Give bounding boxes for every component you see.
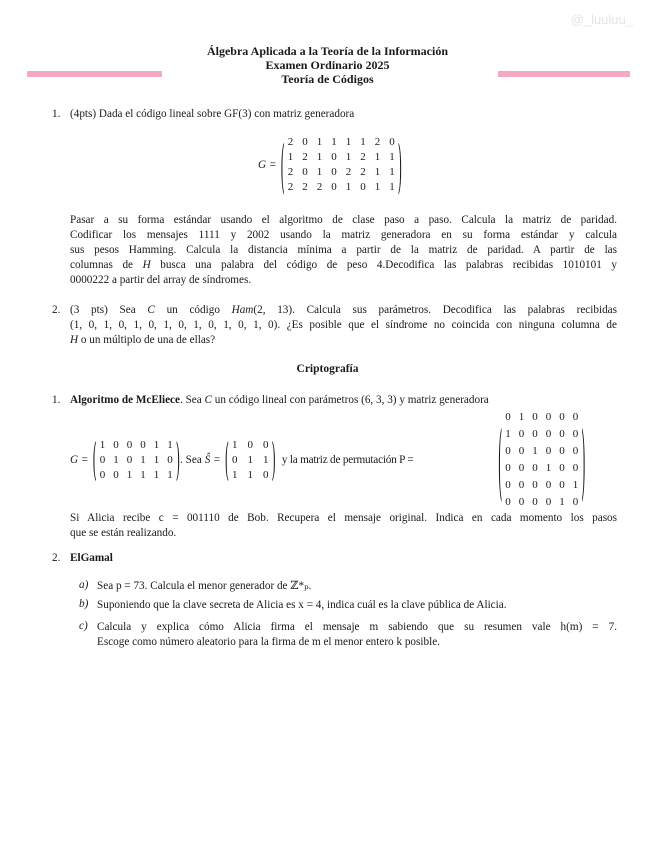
q2-line <box>70 303 617 318</box>
right-paren: ) <box>581 411 586 509</box>
matrix-entry: 1 <box>345 181 352 193</box>
q1-body <box>70 213 617 288</box>
matrix-entry: 0 <box>559 462 565 474</box>
matrix-entry: 0 <box>263 468 269 481</box>
matrix-entry: 0 <box>99 468 106 481</box>
q2-H: H <box>70 334 79 346</box>
mceliece-title: Algoritmo de McEliece <box>70 394 180 406</box>
q1-matrix <box>280 131 403 199</box>
matrix-entry: 1 <box>331 136 337 148</box>
matrix-entry: 1 <box>345 136 352 148</box>
crypto-q1-line: que se están realizando. <box>70 527 177 539</box>
matrix-entry: 0 <box>232 453 238 466</box>
course-title: Álgebra Aplicada a la Teoría de la Información <box>206 44 448 58</box>
matrix-entry: 0 <box>572 462 579 474</box>
right-paren: ) <box>271 434 276 486</box>
q2-C: C <box>147 304 155 316</box>
part-c-text <box>97 620 617 650</box>
matrix-entry: 0 <box>572 445 579 457</box>
crypto-q1-text: . Sea <box>179 394 205 406</box>
q2-text: (3 pts) Sea <box>70 304 148 316</box>
matrix-entry: 1 <box>126 468 133 481</box>
matrix-entry: 0 <box>545 428 552 440</box>
matrix-entry: 1 <box>389 166 395 178</box>
part-c-line: Calcula y explica cómo Alicia firma el mensaje m sabiendo que su resumen vale h(m) = 7. <box>97 621 617 633</box>
left-paren: ( <box>92 434 97 486</box>
G-matrix <box>92 434 181 486</box>
G-matrix-grid <box>97 438 176 483</box>
matrix-entry: 1 <box>153 438 160 451</box>
matrix-entry: 1 <box>360 136 366 148</box>
matrix-entry: 2 <box>287 166 294 178</box>
matrix-entry: 1 <box>287 151 294 163</box>
q2-line: (1, 0, 1, 0, 1, 0, 1, 0, 1, 0, 1, 0, 1, 0). ¿Es posible que el síndrome no coincida con ninguna columna de <box>70 319 617 331</box>
q1-line: 0000222 a partir del array de síndromes. <box>70 274 252 286</box>
matrix-entry: 0 <box>559 411 565 423</box>
right-paren: ) <box>397 131 403 199</box>
crypto-q2-number: 2. <box>52 552 61 564</box>
matrix-entry: 0 <box>505 496 511 508</box>
matrix-entry: 2 <box>360 151 366 163</box>
matrix-entry: 0 <box>113 438 119 451</box>
part-b-text: Suponiendo que la clave secreta de Alicia es x = 4, indica cuál es la clave pública de Alicia. <box>97 599 507 611</box>
P-label: y la matriz de permutación P = <box>281 454 414 466</box>
matrix-entry: 1 <box>263 453 269 466</box>
matrix-entry: 0 <box>532 428 538 440</box>
matrix-entry: 0 <box>518 462 525 474</box>
matrix-entry: 2 <box>360 166 366 178</box>
matrix-entry: 0 <box>331 166 337 178</box>
crypto-q1-C: C <box>204 394 212 406</box>
matrix-entry: 0 <box>559 445 565 457</box>
matrix-entry: 1 <box>572 479 579 491</box>
matrix-entry: 1 <box>167 468 173 481</box>
matrix-entry: 1 <box>374 181 381 193</box>
matrix-entry: 2 <box>302 181 308 193</box>
matrix-entry: 0 <box>247 438 254 451</box>
matrix-entry: 0 <box>302 136 308 148</box>
matrix-entry: 0 <box>545 496 552 508</box>
matrix-entry: 0 <box>532 496 538 508</box>
q1-number: 1. <box>52 108 61 120</box>
matrix-entry: 1 <box>140 453 146 466</box>
matrix-entry: 1 <box>532 445 538 457</box>
matrix-entry: 0 <box>505 411 511 423</box>
matrix-entry: 1 <box>247 453 254 466</box>
matrix-entry: 0 <box>113 468 119 481</box>
watermark: @_luuluu_ <box>570 12 633 27</box>
P-matrix <box>498 409 586 511</box>
q1-line: sus pesos Hamming. Calcula la distancia mínima a partir de la matriz de paridad. A partir de las <box>70 244 617 256</box>
section-title-codes: Teoría de Códigos <box>281 72 374 86</box>
matrix-entry: 1 <box>518 411 525 423</box>
P-matrix-wrap <box>498 408 586 512</box>
matrix-entry: 1 <box>167 438 173 451</box>
S-intro: . Sea <box>180 454 202 466</box>
crypto-q1-text: un código lineal con parámetros (6, 3, 3) y matriz generadora <box>211 394 489 406</box>
q1-matrix-grid <box>285 135 398 195</box>
matrix-entry: 0 <box>559 428 565 440</box>
S-matrix-grid <box>229 438 272 483</box>
matrix-entry: 0 <box>572 496 579 508</box>
q2-line <box>70 333 617 348</box>
left-paren: ( <box>224 434 230 486</box>
matrix-entry: 0 <box>532 462 538 474</box>
exam-title: Examen Ordinario 2025 <box>265 58 390 72</box>
matrix-entry: 0 <box>140 438 146 451</box>
crypto-q1-intro <box>70 393 620 408</box>
matrix-entry: 0 <box>126 453 133 466</box>
crypto-section-title: Criptografía <box>296 363 359 375</box>
matrix-entry: 1 <box>545 462 552 474</box>
matrix-entry: 1 <box>247 468 254 481</box>
q1-intro: (4pts) Dada el código lineal sobre GF(3) con matriz generadora <box>70 108 355 120</box>
matrix-entry: 0 <box>545 445 552 457</box>
matrix-entry: 0 <box>559 479 565 491</box>
matrix-entry: 0 <box>545 411 552 423</box>
matrix-entry: 0 <box>532 411 538 423</box>
P-matrix-grid <box>502 409 581 511</box>
q1-line <box>70 258 617 273</box>
left-paren: ( <box>280 131 285 199</box>
matrix-entry: 0 <box>518 496 525 508</box>
matrix-entry: 0 <box>167 453 173 466</box>
matrix-entry: 0 <box>389 136 395 148</box>
matrix-entry: 2 <box>374 136 381 148</box>
matrix-entry: 0 <box>99 453 106 466</box>
matrix-entry: 0 <box>572 428 579 440</box>
matrix-entry: 2 <box>302 151 308 163</box>
matrix-entry: 1 <box>113 453 119 466</box>
matrix-entry: 1 <box>389 181 395 193</box>
right-paren: ) <box>175 434 181 486</box>
q1-line-H: H <box>142 259 151 271</box>
matrix-entry: 1 <box>316 151 323 163</box>
part-c-line: Escoge como número aleatorio para la firma de m el menor entero k posible. <box>97 636 440 648</box>
matrix-entry: 0 <box>302 166 308 178</box>
part-c-label: c) <box>79 620 88 632</box>
part-b-label: b) <box>79 598 89 610</box>
G-label: G = <box>70 454 89 466</box>
q2-text: o un múltiplo de una de ellas? <box>78 334 216 346</box>
crypto-q1-body <box>70 511 617 541</box>
q2-ham: Ham <box>231 304 254 316</box>
matrix-entry: 0 <box>505 445 511 457</box>
matrix-entry: 1 <box>153 468 160 481</box>
matrix-entry: 1 <box>232 438 238 451</box>
matrix-entry: 1 <box>316 136 323 148</box>
matrix-entry: 1 <box>345 151 352 163</box>
matrix-entry: 2 <box>316 181 323 193</box>
matrix-entry: 1 <box>232 468 238 481</box>
matrix-entry: 1 <box>374 151 381 163</box>
matrix-entry: 1 <box>316 166 323 178</box>
matrix-entry: 1 <box>505 428 511 440</box>
q1-line: Pasar a su forma estándar usando el algoritmo de clase paso a paso. Calcula la matriz de paridad. <box>70 214 617 226</box>
matrix-entry: 1 <box>153 453 160 466</box>
matrix-entry: 1 <box>99 438 106 451</box>
q1-matrix-label: G = <box>258 159 277 171</box>
crypto-q1-number: 1. <box>52 394 61 406</box>
q2-text: un código <box>154 304 232 316</box>
elgamal-title: ElGamal <box>70 552 113 564</box>
matrix-entry: 0 <box>505 479 511 491</box>
matrix-entry: 2 <box>287 181 294 193</box>
q1-matrix-equation <box>258 133 402 197</box>
matrix-entry: 0 <box>545 479 552 491</box>
part-a-label: a) <box>79 579 89 591</box>
matrix-entry: 1 <box>140 468 146 481</box>
matrix-entry: 2 <box>287 136 294 148</box>
matrix-entry: 0 <box>518 445 525 457</box>
matrix-entry: 0 <box>572 411 579 423</box>
q2-body <box>70 303 617 348</box>
matrix-entry: 0 <box>331 151 337 163</box>
matrix-entry: 1 <box>559 496 565 508</box>
matrix-entry: 0 <box>532 479 538 491</box>
q2-number: 2. <box>52 304 61 316</box>
matrix-entry: 0 <box>360 181 366 193</box>
exam-header <box>0 44 655 86</box>
matrix-entry: 0 <box>518 479 525 491</box>
crypto-q1-line: Si Alicia recibe c = 001110 de Bob. Recupera el mensaje original. Indica en cada momento los pasos <box>70 512 617 524</box>
matrix-entry: 0 <box>263 438 269 451</box>
matrix-entry: 0 <box>518 428 525 440</box>
q1-line-text: busca una palabra del código de peso 4.Decodifica las palabras recibidas 1010101 y <box>150 259 617 271</box>
q2-text: (2, 13). Calcula sus parámetros. Decodifica las palabras recibidas <box>253 304 617 316</box>
S-matrix <box>224 434 276 486</box>
S-label: Ŝ = <box>204 454 221 466</box>
part-a-text: Sea p = 73. Calcula el menor generador de ℤ*ₚ. <box>97 580 312 592</box>
matrix-entry: 1 <box>389 151 395 163</box>
q1-line: Codificar los mensajes 1111 y 2002 usando la matriz generadora en su forma estándar y calcula <box>70 229 617 241</box>
matrix-entry: 0 <box>505 462 511 474</box>
matrix-entry: 0 <box>331 181 337 193</box>
matrix-entry: 1 <box>374 166 381 178</box>
mceliece-G-equation <box>70 434 417 486</box>
q1-line-text: columnas de <box>70 259 143 271</box>
left-paren: ( <box>498 411 503 509</box>
matrix-entry: 0 <box>126 438 133 451</box>
matrix-entry: 2 <box>345 166 352 178</box>
